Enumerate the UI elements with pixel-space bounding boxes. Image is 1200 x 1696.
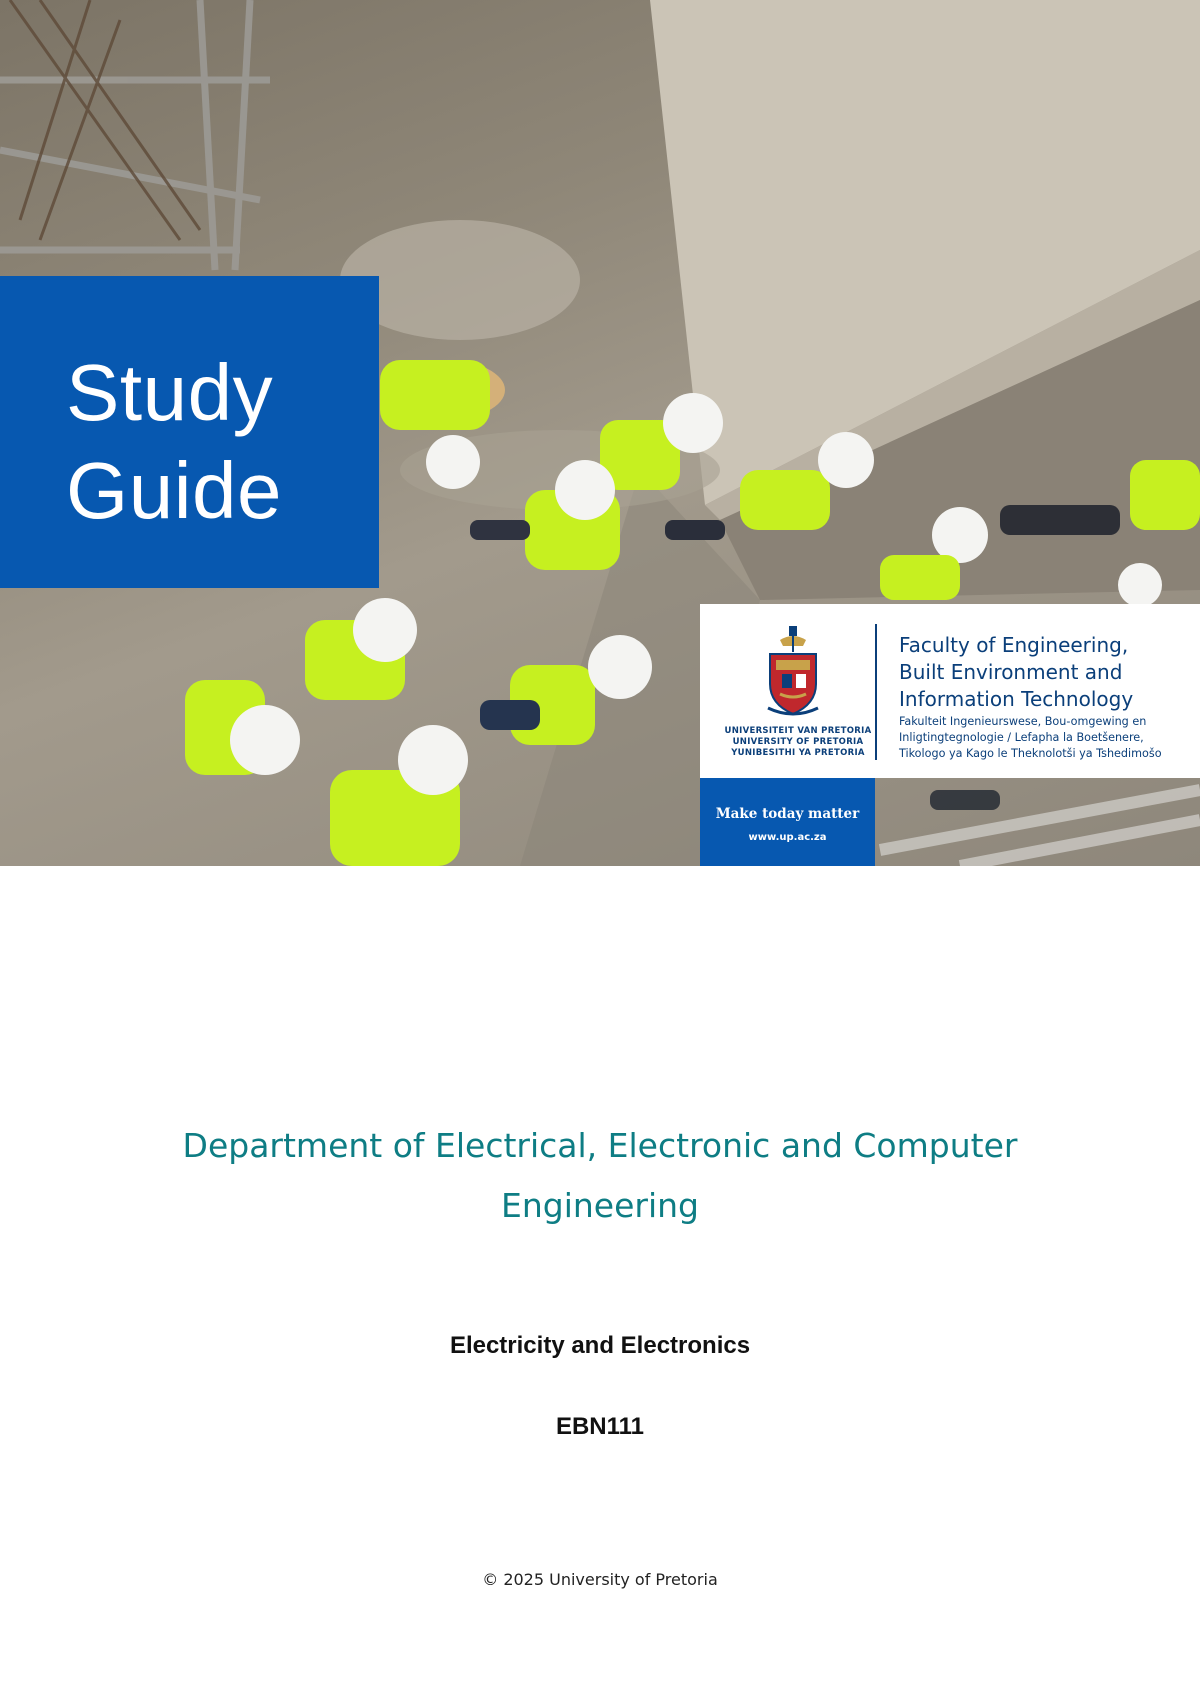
- course-code: EBN111: [555, 1413, 645, 1440]
- department-title: [100, 1116, 1100, 1236]
- faculty-subtitle: [899, 714, 1194, 762]
- copyright-notice: © 2025 University of Pretoria: [482, 1570, 718, 1589]
- faculty-title-line-3: Information Technology: [899, 687, 1134, 711]
- faculty-logo-card: [700, 604, 1200, 778]
- uni-name-english: UNIVERSITY OF PRETORIA: [732, 737, 864, 747]
- tagline-box: [700, 778, 875, 866]
- uni-name-sepedi: YUNIBESITHI YA PRETORIA: [731, 748, 865, 758]
- department-line-1: Department of Electrical, Electronic and Computer: [182, 1126, 1018, 1165]
- badge-line-2: Guide: [66, 446, 282, 535]
- course-name: Electricity and Electronics: [449, 1332, 751, 1359]
- website-link[interactable]: www.up.ac.za: [748, 832, 827, 843]
- uni-name-afrikaans: UNIVERSITEIT VAN PRETORIA: [724, 726, 872, 736]
- university-names: [718, 726, 878, 759]
- faculty-title: [899, 632, 1194, 713]
- faculty-subtitle-line-2: Inligtingtegnologie / Lefapha la Boetšenere,: [899, 731, 1144, 744]
- department-line-2: Engineering: [501, 1186, 699, 1225]
- study-guide-badge: [0, 276, 379, 588]
- faculty-subtitle-line-1: Fakulteit Ingenieurswese, Bou-omgewing en: [899, 715, 1147, 728]
- faculty-title-line-1: Faculty of Engineering,: [899, 633, 1129, 657]
- badge-line-1: Study: [66, 348, 274, 437]
- university-crest-icon: [758, 622, 828, 722]
- tagline: Make today matter: [715, 806, 860, 822]
- logo-divider: [875, 624, 877, 760]
- faculty-title-line-2: Built Environment and: [899, 660, 1123, 684]
- faculty-subtitle-line-3: Tikologo ya Kago le Theknolotši ya Tshedimošo: [899, 747, 1162, 760]
